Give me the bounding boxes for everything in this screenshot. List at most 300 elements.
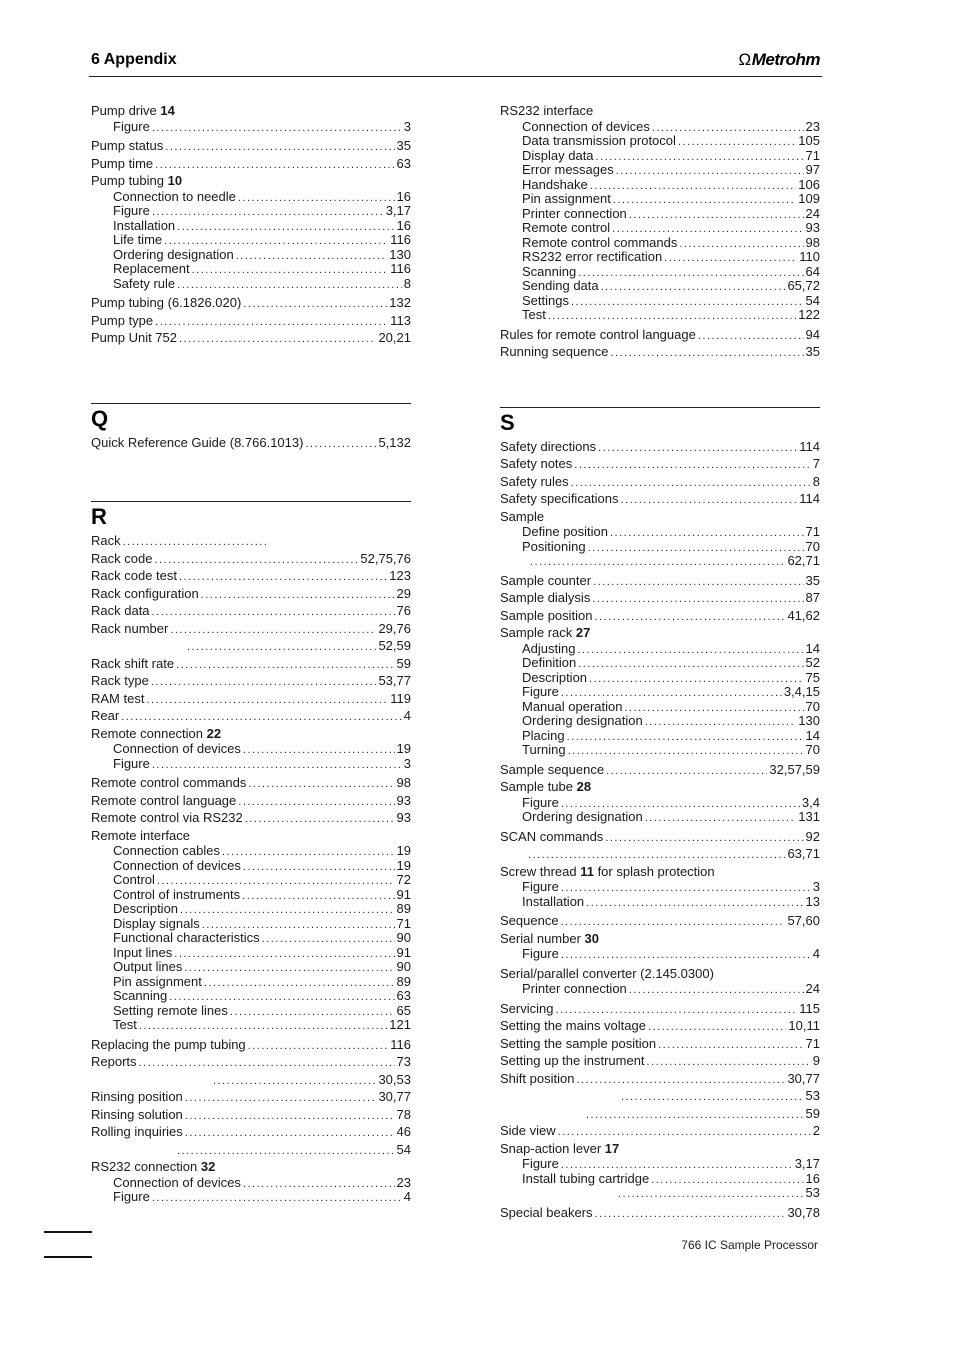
index-term: Input lines — [113, 944, 173, 960]
index-term: Remote control — [522, 220, 611, 235]
dot-leader — [170, 625, 376, 636]
index-entry — [91, 434, 411, 452]
dot-leader — [243, 745, 395, 756]
index-entry — [500, 912, 820, 930]
dot-leader — [612, 224, 803, 235]
index-entry — [91, 329, 411, 347]
index-term: Replacement — [113, 261, 190, 276]
dot-leader — [698, 331, 804, 342]
index-entry — [91, 888, 411, 903]
index-entry — [500, 236, 820, 251]
index-entry — [500, 700, 820, 715]
index-entry — [500, 192, 820, 207]
index-term: Snap-action lever 17 — [500, 1140, 620, 1156]
dot-leader — [621, 1092, 804, 1103]
page-numbers: 97 — [805, 162, 820, 177]
dot-leader — [155, 317, 388, 328]
index-entry — [91, 1071, 411, 1089]
index-term: Functional characteristics — [113, 930, 260, 945]
page-numbers: 89 — [396, 901, 411, 916]
index-term: Adjusting — [522, 640, 576, 656]
index-entry — [91, 707, 411, 725]
dot-leader — [248, 779, 394, 790]
page-numbers: 14 — [805, 640, 820, 656]
page-numbers: 35 — [396, 138, 411, 153]
index-entry — [500, 845, 820, 863]
index-term: Printer connection — [522, 981, 627, 996]
dot-leader — [154, 555, 358, 566]
index-entry — [91, 1158, 411, 1176]
index-entry — [500, 134, 820, 149]
index-entry — [500, 1122, 820, 1140]
index-entry — [91, 792, 411, 810]
dot-leader — [679, 239, 803, 250]
index-term: Pump time — [91, 155, 154, 171]
page-numbers: 41,62 — [787, 607, 820, 623]
index-entry — [91, 550, 411, 568]
index-entry — [500, 525, 820, 540]
index-entry — [500, 1157, 820, 1172]
index-entry — [91, 120, 411, 135]
index-term: Special beakers — [500, 1204, 593, 1220]
page-numbers: 131 — [798, 809, 820, 824]
index-entry — [91, 602, 411, 620]
index-entry — [91, 989, 411, 1004]
page-numbers: 65 — [396, 1002, 411, 1018]
index-term: Pump status — [91, 138, 164, 153]
dot-leader — [152, 607, 395, 618]
index-term: Settings — [522, 292, 569, 308]
page-numbers: 16 — [396, 188, 411, 204]
index-entry — [500, 540, 820, 555]
dot-leader — [645, 717, 797, 728]
index-term: Running sequence — [500, 344, 609, 359]
page-numbers: 93 — [396, 792, 411, 808]
dot-leader — [192, 265, 389, 276]
dot-leader — [530, 557, 785, 568]
page-numbers: 59 — [805, 1105, 820, 1121]
page-numbers: 109 — [798, 191, 820, 206]
index-term: Sample — [500, 508, 545, 524]
index-entry — [91, 1106, 411, 1124]
index-term: Installation — [522, 893, 585, 909]
page-numbers: 93 — [805, 220, 820, 235]
omega-icon: Ω — [738, 50, 751, 69]
index-entry — [500, 438, 820, 456]
index-entry — [91, 774, 411, 792]
index-entry — [91, 1004, 411, 1019]
index-term: Error messages — [522, 162, 614, 177]
page-numbers: 71 — [805, 147, 820, 163]
dot-leader — [121, 712, 402, 723]
page-numbers: 116 — [390, 232, 411, 247]
index-term: Display data — [522, 147, 594, 163]
index-entry — [500, 1017, 820, 1035]
index-term: Placing — [522, 727, 565, 743]
index-group-s — [500, 438, 820, 1222]
index-column-left — [91, 102, 411, 1205]
section-letter-r: R — [91, 501, 411, 532]
dot-leader — [238, 797, 394, 808]
dot-leader — [139, 1021, 387, 1032]
dot-leader — [152, 760, 402, 771]
index-term: Serial/parallel converter (2.145.0300) — [500, 965, 714, 981]
dot-leader — [243, 1179, 395, 1190]
page-numbers: 19 — [396, 741, 411, 756]
dot-leader — [595, 1209, 786, 1220]
index-entry — [91, 960, 411, 975]
dot-leader — [616, 166, 804, 177]
dot-leader — [561, 799, 800, 810]
index-entry — [500, 1105, 820, 1123]
page-numbers: 87 — [805, 590, 820, 605]
index-entry — [91, 1036, 411, 1054]
dot-leader — [651, 1175, 803, 1186]
dot-leader — [177, 222, 394, 233]
index-entry — [91, 859, 411, 874]
page-numbers: 30,78 — [787, 1204, 820, 1220]
dot-leader — [238, 193, 395, 204]
index-term: Define position — [522, 524, 608, 539]
index-entry — [500, 685, 820, 700]
index-entry — [500, 102, 820, 120]
dot-leader — [146, 695, 388, 706]
index-entry — [91, 155, 411, 173]
index-entry — [91, 742, 411, 757]
index-entry — [500, 178, 820, 193]
index-term: Side view — [500, 1123, 556, 1138]
dot-leader — [648, 1022, 786, 1033]
index-entry — [91, 204, 411, 219]
index-entry — [500, 1035, 820, 1053]
index-entry — [500, 1172, 820, 1187]
index-term: Rack number — [91, 620, 169, 636]
page-numbers: 75 — [805, 669, 820, 685]
index-entry — [500, 965, 820, 983]
page-numbers: 54 — [805, 292, 820, 308]
index-entry — [91, 219, 411, 234]
index-term: Remote control via RS232 — [91, 810, 243, 825]
index-entry — [91, 1176, 411, 1191]
index-term: Safety rules — [500, 473, 569, 489]
index-term: Sample dialysis — [500, 590, 591, 605]
index-entry — [91, 809, 411, 827]
figure-ref: 30 — [584, 930, 600, 946]
index-term: Rack — [91, 533, 121, 548]
index-entry — [500, 642, 820, 657]
index-term: Scanning — [522, 263, 577, 279]
dot-leader — [152, 123, 402, 134]
page-numbers: 89 — [396, 973, 411, 989]
index-entry — [91, 827, 411, 845]
page-numbers: 3 — [403, 755, 411, 771]
index-entry — [500, 221, 820, 236]
dot-leader — [605, 833, 803, 844]
index-entry — [91, 233, 411, 248]
dot-leader — [595, 612, 786, 623]
index-entry — [500, 589, 820, 607]
dot-leader — [201, 590, 395, 601]
page-numbers: 35 — [805, 344, 820, 359]
page-numbers: 63 — [396, 988, 411, 1003]
dot-leader — [589, 674, 804, 685]
index-entry — [91, 262, 411, 277]
page-numbers: 29,76 — [378, 620, 411, 636]
index-entry — [500, 778, 820, 796]
index-term: Connection of devices — [522, 118, 650, 134]
index-entry — [500, 743, 820, 758]
index-term: Connection cables — [113, 843, 220, 858]
index-entry — [500, 554, 820, 569]
page-numbers: 63 — [396, 155, 411, 171]
index-entry — [91, 294, 411, 312]
index-term: Figure — [522, 946, 559, 961]
dot-leader — [555, 1005, 797, 1016]
dot-leader — [618, 1189, 804, 1200]
page-header — [89, 50, 822, 77]
dot-leader — [222, 847, 395, 858]
index-term: Sending data — [522, 278, 599, 293]
page-numbers: 63,71 — [787, 846, 820, 861]
dot-leader — [678, 137, 796, 148]
index-entry — [500, 120, 820, 135]
index-entry — [91, 637, 411, 655]
dot-leader — [664, 253, 797, 264]
dot-leader — [187, 642, 376, 653]
footer-rule-top — [44, 1231, 92, 1233]
dot-leader — [574, 460, 810, 471]
index-entry — [91, 102, 411, 120]
index-term: Ordering designation — [113, 246, 234, 262]
page-numbers: 123 — [389, 568, 411, 583]
dot-leader — [598, 443, 797, 454]
page-numbers: 2 — [812, 1123, 820, 1138]
index-entry — [500, 947, 820, 962]
index-term: Quick Reference Guide (8.766.1013) — [91, 434, 304, 450]
index-entry — [500, 828, 820, 846]
page-numbers: 106 — [798, 176, 820, 192]
page-numbers: 30,53 — [378, 1071, 411, 1087]
page-numbers: 23 — [805, 118, 820, 134]
dot-leader — [242, 891, 394, 902]
index-term: Rolling inquiries — [91, 1124, 183, 1139]
footer-product-name: 766 IC Sample Processor — [681, 1238, 818, 1252]
page-numbers: 35 — [805, 572, 820, 588]
dot-leader — [151, 677, 377, 688]
dot-leader — [652, 123, 804, 134]
index-entry — [500, 279, 820, 294]
index-term: Rack code — [91, 550, 153, 566]
index-term: Safety specifications — [500, 491, 619, 506]
dot-leader — [561, 917, 786, 928]
dot-leader — [204, 978, 395, 989]
page-numbers: 53 — [805, 1088, 820, 1103]
figure-ref: 14 — [160, 103, 175, 118]
index-entry — [91, 1088, 411, 1106]
index-term: Rack code test — [91, 568, 177, 583]
index-term: Figure — [522, 879, 559, 894]
page-numbers: 16 — [396, 217, 411, 233]
index-term: Setting up the instrument — [500, 1053, 645, 1068]
page-numbers: 3 — [812, 879, 820, 894]
index-term: Figure — [522, 1156, 559, 1171]
index-term: Test — [522, 307, 546, 322]
page-numbers: 98 — [396, 775, 411, 790]
page-numbers: 73 — [396, 1054, 411, 1069]
dot-leader — [576, 1075, 785, 1086]
index-entry — [500, 207, 820, 222]
index-group-p — [91, 102, 411, 347]
page-numbers: 7 — [812, 456, 820, 471]
index-term: Figure — [113, 118, 150, 134]
index-term: Handshake — [522, 176, 588, 192]
index-entry — [91, 946, 411, 961]
index-term: Sample sequence — [500, 761, 605, 777]
page-numbers: 3,17 — [794, 1156, 820, 1171]
index-term: Description — [113, 901, 179, 916]
index-term: Description — [522, 669, 588, 685]
dot-leader — [613, 195, 796, 206]
index-entry — [91, 690, 411, 708]
dot-leader — [262, 934, 395, 945]
index-section-q — [91, 403, 411, 452]
index-term: Sequence — [500, 913, 559, 928]
index-entry — [91, 277, 411, 292]
dot-leader — [177, 280, 402, 291]
page-numbers: 116 — [390, 1036, 411, 1052]
index-term: Pump tubing (6.1826.020) — [91, 295, 242, 310]
figure-ref: 32 — [200, 1159, 216, 1174]
dot-leader — [588, 543, 804, 554]
index-term: Remote control language — [91, 792, 237, 808]
figure-ref: 27 — [575, 625, 591, 640]
index-entry — [91, 172, 411, 190]
page-numbers: 71 — [805, 1035, 820, 1051]
index-term: Printer connection — [522, 205, 627, 221]
page-numbers: 90 — [396, 959, 411, 974]
dot-leader — [152, 1193, 402, 1204]
index-term: Rear — [91, 708, 120, 723]
dot-leader — [586, 898, 803, 909]
index-term: RS232 connection 32 — [91, 1159, 216, 1174]
page-numbers: 90 — [396, 930, 411, 945]
index-entry — [500, 761, 820, 779]
page-numbers: 4 — [403, 1189, 411, 1204]
index-term: Rack shift rate — [91, 655, 175, 671]
dot-leader — [185, 1093, 377, 1104]
index-term: Pump Unit 752 — [91, 330, 177, 345]
page-numbers: 3,17 — [385, 203, 411, 218]
index-entry — [91, 1053, 411, 1071]
index-term: Shift position — [500, 1070, 575, 1086]
index-term: Rules for remote control language — [500, 326, 696, 342]
index-term: Ordering designation — [522, 809, 643, 824]
page-numbers: 5,132 — [378, 434, 411, 450]
index-term: Test — [113, 1017, 137, 1032]
dot-leader — [601, 282, 786, 293]
index-term: Replacing the pump tubing — [91, 1036, 246, 1052]
dot-leader — [578, 268, 803, 279]
dot-leader — [578, 659, 803, 670]
page-numbers: 71 — [805, 524, 820, 539]
page-numbers: 92 — [805, 828, 820, 844]
dot-leader — [185, 1111, 395, 1122]
index-entry — [500, 729, 820, 744]
index-entry — [500, 624, 820, 642]
index-term: RS232 error rectification — [522, 249, 663, 264]
index-term: Setting remote lines — [113, 1002, 228, 1018]
index-term: Figure — [113, 755, 150, 771]
index-term: Figure — [113, 1189, 150, 1204]
dot-leader — [176, 660, 394, 671]
index-entry — [500, 455, 820, 473]
index-group-r — [91, 532, 411, 1205]
dot-leader — [561, 1160, 793, 1171]
index-entry — [500, 810, 820, 825]
page-numbers: 98 — [805, 234, 820, 250]
page-numbers: 59 — [396, 655, 411, 671]
index-entry — [500, 1052, 820, 1070]
dot-leader — [213, 1076, 376, 1087]
page-numbers: 116 — [390, 261, 411, 276]
page-numbers: 65,72 — [787, 278, 820, 293]
dot-leader — [645, 813, 797, 824]
page-numbers: 122 — [798, 307, 820, 322]
index-term: Sample position — [500, 607, 593, 623]
dot-leader — [169, 992, 394, 1003]
index-entry — [500, 572, 820, 590]
index-term: Sample counter — [500, 572, 592, 588]
page-numbers: 115 — [799, 1000, 820, 1016]
dot-leader — [561, 688, 782, 699]
dot-leader — [184, 963, 394, 974]
index-term: Setting the mains voltage — [500, 1018, 646, 1033]
dot-leader — [243, 299, 387, 310]
index-entry — [500, 863, 820, 881]
index-term: Serial number 30 — [500, 930, 600, 946]
index-term: Pump tubing 10 — [91, 173, 183, 188]
index-term: Figure — [113, 203, 150, 218]
index-entry — [91, 873, 411, 888]
page-numbers: 14 — [805, 727, 820, 743]
index-term: Connection of devices — [113, 857, 241, 873]
index-section-r — [91, 501, 411, 1205]
dot-leader — [629, 985, 804, 996]
index-entry — [500, 250, 820, 265]
dot-leader — [179, 334, 376, 345]
index-entry — [500, 265, 820, 280]
page-numbers: 53,77 — [378, 673, 411, 688]
page-numbers: 130 — [389, 246, 411, 262]
page-numbers: 4 — [403, 708, 411, 723]
index-term: Pump type — [91, 312, 154, 328]
index-term: Safety directions — [500, 438, 597, 454]
page-numbers: 110 — [799, 249, 820, 264]
dot-leader — [157, 876, 395, 887]
brand-name: Metrohm — [751, 50, 820, 69]
figure-ref: 22 — [206, 725, 222, 741]
dot-leader — [658, 1040, 803, 1051]
dot-leader — [248, 1041, 389, 1052]
index-term: Manual operation — [522, 698, 623, 714]
page-numbers: 20,21 — [378, 330, 411, 345]
index-entry — [500, 1070, 820, 1088]
dot-leader — [621, 495, 798, 506]
dot-leader — [152, 207, 384, 218]
index-term: Data transmission protocol — [522, 133, 676, 148]
dot-leader — [164, 236, 388, 247]
page-numbers: 119 — [390, 690, 411, 706]
